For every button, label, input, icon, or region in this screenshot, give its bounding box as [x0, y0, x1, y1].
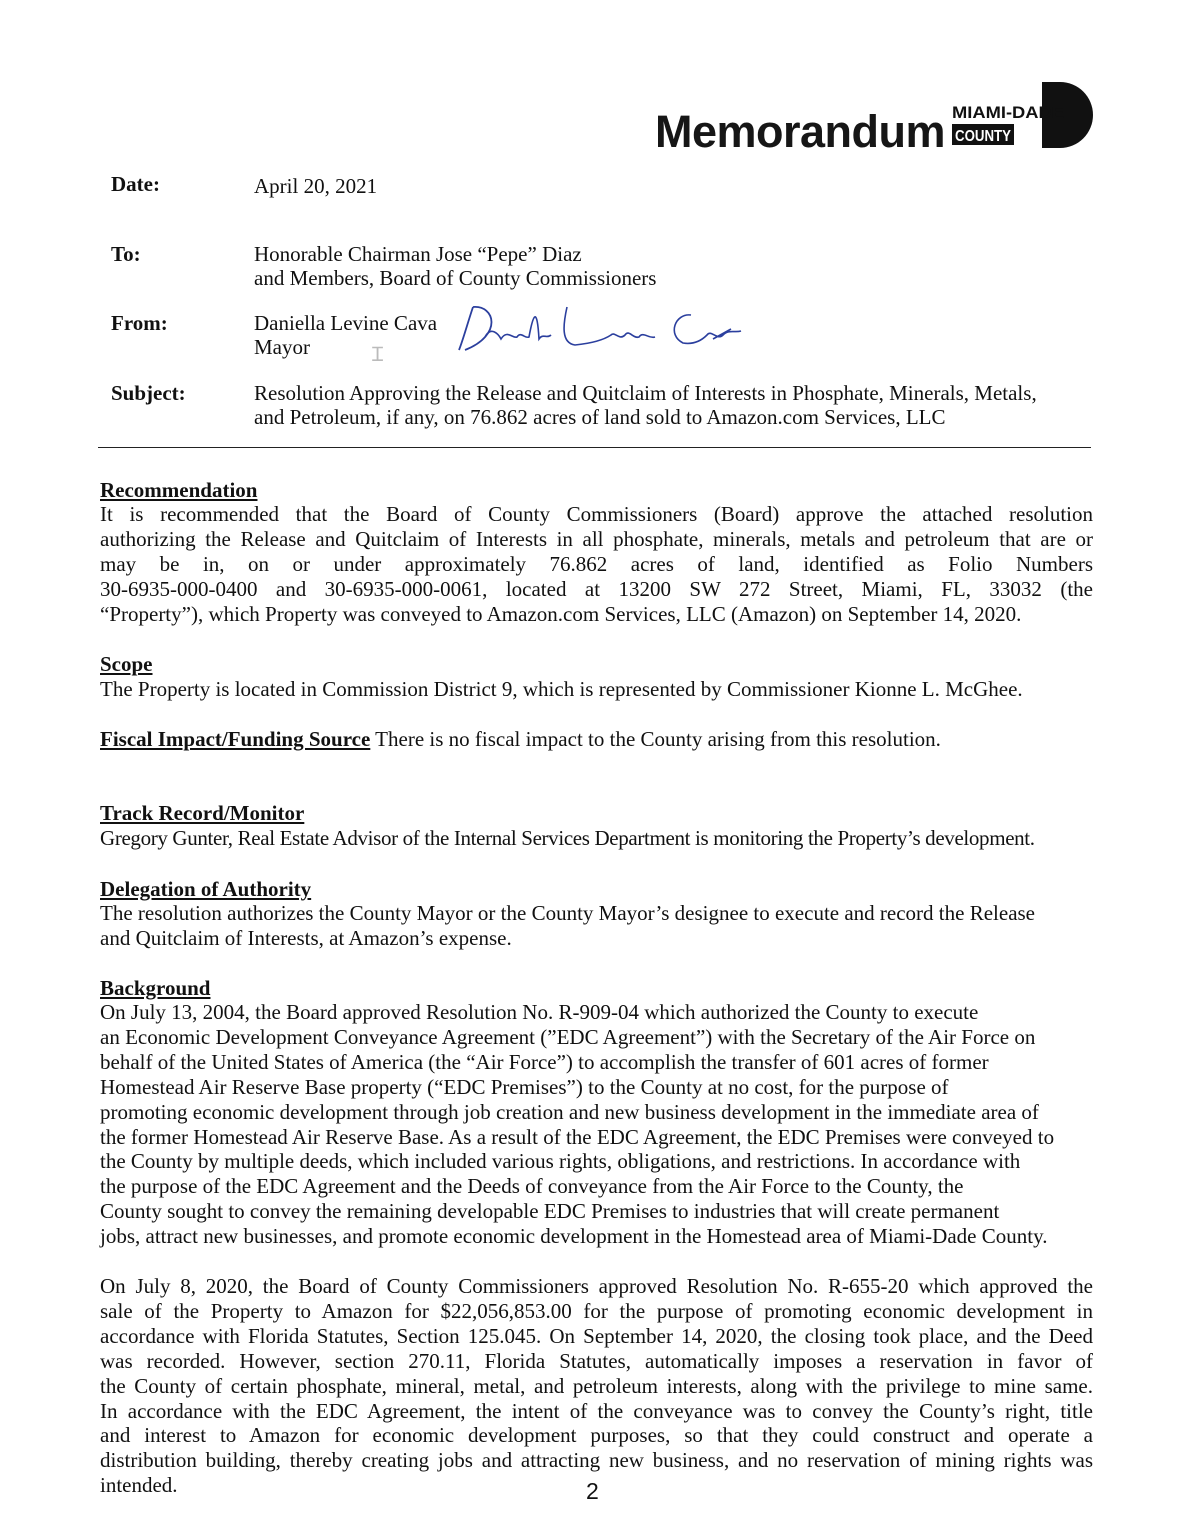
recommendation-line: “Property”), which Property was conveyed to Amazon.com Services, LLC (Amazon) on September 14, 2020.	[100, 601, 1022, 626]
background-line: the County of certain phosphate, mineral, metal, and petroleum interests, along with the privilege to mine same.	[100, 1373, 1093, 1398]
scope-heading: Scope	[100, 652, 153, 676]
from-title: Mayor	[254, 335, 310, 359]
background-line: On July 13, 2004, the Board approved Resolution No. R-909-04 which authorized the County to execute	[100, 1000, 979, 1024]
background-line: behalf of the United States of America (the “Air Force”) to accomplish the transfer of 601 acres of former	[100, 1049, 989, 1074]
fiscal-heading: Fiscal Impact/Funding Source	[100, 727, 371, 751]
background-line: the purpose of the EDC Agreement and the Deeds of conveyance from the Air Force to the County, the	[100, 1174, 964, 1199]
from-name: Daniella Levine Cava	[254, 311, 438, 335]
background-line: the County by multiple deeds, which included various rights, obligations, and restrictions. In accordance with	[100, 1149, 1021, 1174]
background-line: intended.	[100, 1473, 178, 1498]
mayor-signature	[455, 295, 745, 360]
background-line: an Economic Development Conveyance Agreement (”EDC Agreement”) with the Secretary of the Air Force on	[100, 1024, 1036, 1049]
recommendation-line: may be in, on or under approximately 76.862 acres of land, identified as Folio Numbers	[100, 551, 1093, 576]
delegation-line: The resolution authorizes the County Mayor or the County Mayor’s designee to execute and record the Release	[100, 901, 1036, 925]
header-divider	[98, 447, 1091, 448]
from-label: From:	[111, 311, 168, 335]
date-label: Date:	[111, 172, 160, 196]
background-line: In accordance with the EDC Agreement, the intent of the conveyance was to convey the County’s right, title	[100, 1398, 1093, 1423]
text-cursor-icon: Ɪ	[372, 342, 384, 366]
subject-label: Subject:	[111, 381, 186, 405]
memo-title: Memorandum	[655, 106, 946, 157]
background-line: promoting economic development through job creation and new business development in the immediate area of	[100, 1099, 1039, 1124]
logo-line-2: COUNTY	[955, 128, 1012, 145]
recommendation-text	[100, 502, 1093, 627]
background-paragraph-2	[100, 1274, 1093, 1498]
recommendation-line: It is recommended that the Board of County Commissioners (Board) approve the attached resolution	[100, 502, 1093, 526]
background-line: County sought to convey the remaining developable EDC Premises to industries that will create permanent	[100, 1199, 1000, 1224]
page-number: 2	[586, 1478, 599, 1504]
background-line: On July 8, 2020, the Board of County Commissioners approved Resolution No. R-655-20 which approved the	[100, 1274, 1093, 1298]
background-line: sale of the Property to Amazon for $22,056,853.00 for the purpose of promoting economic development in	[100, 1298, 1093, 1323]
background-paragraph-1	[100, 1000, 1093, 1249]
track-record-text: Gregory Gunter, Real Estate Advisor of the Internal Services Department is monitoring the Property’s development.	[100, 826, 1035, 850]
scope-text: The Property is located in Commission District 9, which is represented by Commissioner Kionne L. McGhee.	[100, 677, 1023, 701]
date-value: April 20, 2021	[254, 174, 378, 198]
background-line: the former Homestead Air Reserve Base. As a result of the EDC Agreement, the EDC Premises were conveyed to	[100, 1124, 1055, 1149]
to-label: To:	[111, 242, 141, 266]
background-heading: Background	[100, 976, 211, 1000]
delegation-text	[100, 901, 1093, 951]
subject-line-2: and Petroleum, if any, on 76.862 acres of land sold to Amazon.com Services, LLC	[254, 405, 946, 429]
recommendation-line: authorizing the Release and Quitclaim of Interests in all phosphate, minerals, metals and petroleum that are or	[100, 526, 1093, 551]
fiscal-text: There is no fiscal impact to the County arising from this resolution.	[370, 727, 941, 751]
subject-line-1: Resolution Approving the Release and Quitclaim of Interests in Phosphate, Minerals, Metals,	[254, 381, 1037, 405]
delegation-heading: Delegation of Authority	[100, 877, 312, 901]
miami-dade-county-logo	[950, 80, 1095, 150]
background-line: Homestead Air Reserve Base property (“EDC Premises”) to the County at no cost, for the purpose of	[100, 1074, 949, 1099]
background-line: accordance with Florida Statutes, Section 125.045. On September 14, 2020, the closing took place, and the Deed	[100, 1323, 1093, 1348]
background-line: was recorded. However, section 270.11, Florida Statutes, automatically imposes a reservation in favor of	[100, 1348, 1093, 1373]
fiscal-paragraph	[100, 727, 1093, 752]
background-line: jobs, attract new businesses, and promote economic development in the Homestead area of Miami-Dade County.	[100, 1224, 1048, 1249]
delegation-line: and Quitclaim of Interests, at Amazon’s expense.	[100, 925, 512, 950]
logo-line-1: MIAMI-DADE	[952, 103, 1064, 122]
background-line: distribution building, thereby creating jobs and attracting new business, and no reservation of mining rights was	[100, 1448, 1093, 1473]
background-line: and interest to Amazon for economic development purposes, so that they could construct and operate a	[100, 1423, 1093, 1448]
to-line-1: Honorable Chairman Jose “Pepe” Diaz	[254, 242, 582, 266]
recommendation-line: 30-6935-000-0400 and 30-6935-000-0061, located at 13200 SW 272 Street, Miami, FL, 33032 (the	[100, 576, 1093, 601]
recommendation-heading: Recommendation	[100, 478, 258, 502]
to-line-2: and Members, Board of County Commissioners	[254, 266, 657, 290]
signature-text: Daniella Levine Cava	[455, 295, 464, 296]
track-record-heading: Track Record/Monitor	[100, 801, 305, 825]
